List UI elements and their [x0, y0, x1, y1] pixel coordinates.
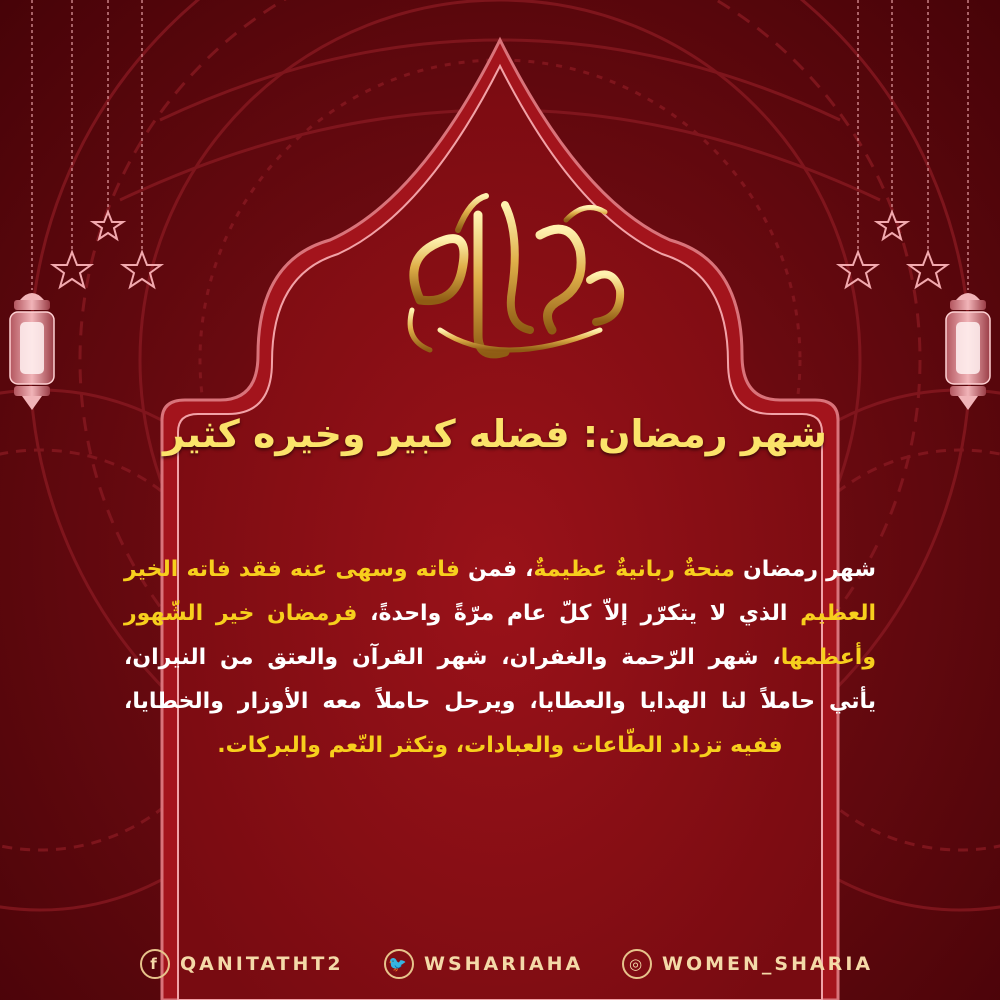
highlighted-text: فرمضان خير الشّهور وأعظمها	[124, 601, 876, 670]
social-handle: QANITATHT2	[180, 953, 344, 975]
body-paragraph	[124, 548, 876, 768]
highlighted-text: منحةٌ ربانيةٌ عظيمةٌ	[533, 557, 735, 582]
arch-panel	[178, 66, 822, 1000]
page-title: شهر رمضان: فضله كبير وخيره كثير	[163, 412, 827, 456]
body-text-segment: ، شهر الرّحمة والغفران، شهر القرآن والعتق من النيران، يأتي حاملاً لنا الهدايا والعطايا، ويرحل حاملاً معه الأوزار والخطايا،	[124, 645, 876, 714]
body-text-segment: الذي لا يتكرّر إلاّ كلّ عام مرّةً واحدةً،	[357, 601, 801, 626]
star-icon	[53, 252, 91, 287]
body-text-segment: ، فمن	[459, 557, 534, 582]
highlighted-text: ففيه تزداد الطّاعات والعبادات، وتكثر النّعم والبركات.	[217, 733, 783, 758]
star-icon	[877, 212, 907, 239]
twitter-icon: 🐦	[384, 949, 414, 979]
social-handle: WOMEN_SHARIA	[662, 953, 874, 975]
facebook-icon: f	[140, 949, 170, 979]
social-facebook[interactable]	[140, 942, 344, 986]
body-text-segment: شهر رمضان	[734, 557, 876, 582]
star-icon	[909, 252, 947, 287]
social-instagram[interactable]	[622, 942, 873, 986]
highlighted-text: فاته وسهى عنه فقد فاته الخير العظيم	[124, 557, 877, 626]
instagram-icon: ◎	[622, 949, 652, 979]
social-handle: WSHARIAHA	[424, 953, 584, 975]
social-twitter[interactable]	[384, 942, 583, 986]
